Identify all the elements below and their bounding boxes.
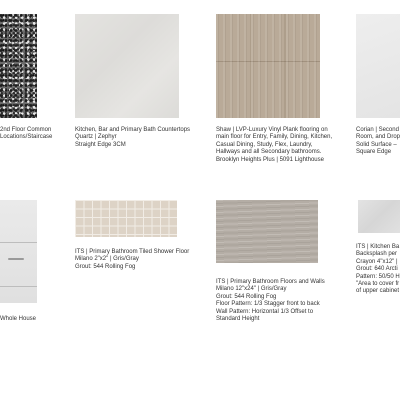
caption-line: ITS | Primary Bathroom Floors and Walls [216, 279, 325, 285]
lvp-caption [216, 127, 332, 164]
countertop-caption [75, 127, 190, 149]
caption-line: Brooklyn Heights Plus | 5091 Lighthouse [216, 156, 324, 163]
caption-line: Square Edge [356, 149, 392, 156]
caption-line: Standard Height [216, 316, 260, 323]
caption-line: Pattern: 50/50 H [356, 273, 400, 280]
caption-line: Room, and Drop [356, 134, 400, 141]
caption-line: Whole House [0, 316, 37, 322]
quartz-swatch-image [75, 14, 179, 118]
caption-line: Hallways and all Secondary bathrooms. [216, 149, 322, 156]
shower-floor-caption [75, 249, 189, 271]
milano-swatch-image [216, 200, 318, 263]
mosaic-swatch-image [75, 200, 177, 237]
bathroom-floor-caption [216, 279, 325, 323]
cabinet-door-seam [0, 242, 37, 243]
granite-swatch-image [0, 14, 37, 118]
caption-line: main floor for Entry, Family, Dining, Kitchen, [216, 134, 333, 141]
caption-line: Straight Edge 3CM [75, 141, 126, 148]
caption-line: Grout: 544 Rolling Fog [216, 293, 277, 300]
caption-line: Milano 2"x2" | Gris/Gray [75, 256, 139, 263]
caption-line: Backsplash per [356, 251, 398, 258]
crayon-swatch-image [358, 200, 400, 233]
caption-line: 2nd Floor Common [0, 127, 52, 133]
corian-caption [356, 127, 400, 157]
caption-line: Locations/Staircase [0, 134, 53, 141]
cabinet-door-seam [0, 286, 37, 287]
lvp-swatch-image [216, 14, 320, 118]
caption-line: of upper cabinet [356, 288, 400, 295]
caption-line: Grout: 544 Rolling Fog [75, 263, 136, 270]
caption-line: "Area to cover fr [356, 281, 400, 288]
backsplash-caption [356, 244, 400, 296]
caption-line: Crayon 4"x12" | [356, 258, 398, 265]
cabinet-handle [8, 258, 24, 260]
caption-line: Kitchen, Bar and Primary Bath Countertops [75, 127, 191, 133]
caption-line: Shaw | LVP-Luxury Vinyl Plank flooring on [216, 127, 328, 133]
cabinet-caption [0, 316, 36, 323]
caption-line: Corian | Second [356, 127, 399, 133]
caption-line: Grout: 640 Arcti [356, 266, 398, 273]
corian-swatch-image [356, 14, 400, 118]
caption-line: ITS | Kitchen Ba [356, 244, 400, 250]
caption-line: Wall Pattern: Horizontal 1/3 Offset to [216, 308, 314, 315]
cabinet-swatch-image [0, 200, 37, 303]
caption-line: Floor Pattern: 1/3 Stagger front to back [216, 301, 320, 308]
caption-line: Solid Surface – [356, 141, 397, 148]
caption-line: Quartz | Zephyr [75, 134, 117, 141]
caption-line: ITS | Primary Bathroom Tiled Shower Floor [75, 249, 190, 255]
caption-line: Casual Dining, Study, Flex, Laundry, [216, 141, 313, 148]
caption-line: Milano 12"x24" | Gris/Gray [216, 286, 287, 293]
granite-caption [0, 127, 52, 142]
